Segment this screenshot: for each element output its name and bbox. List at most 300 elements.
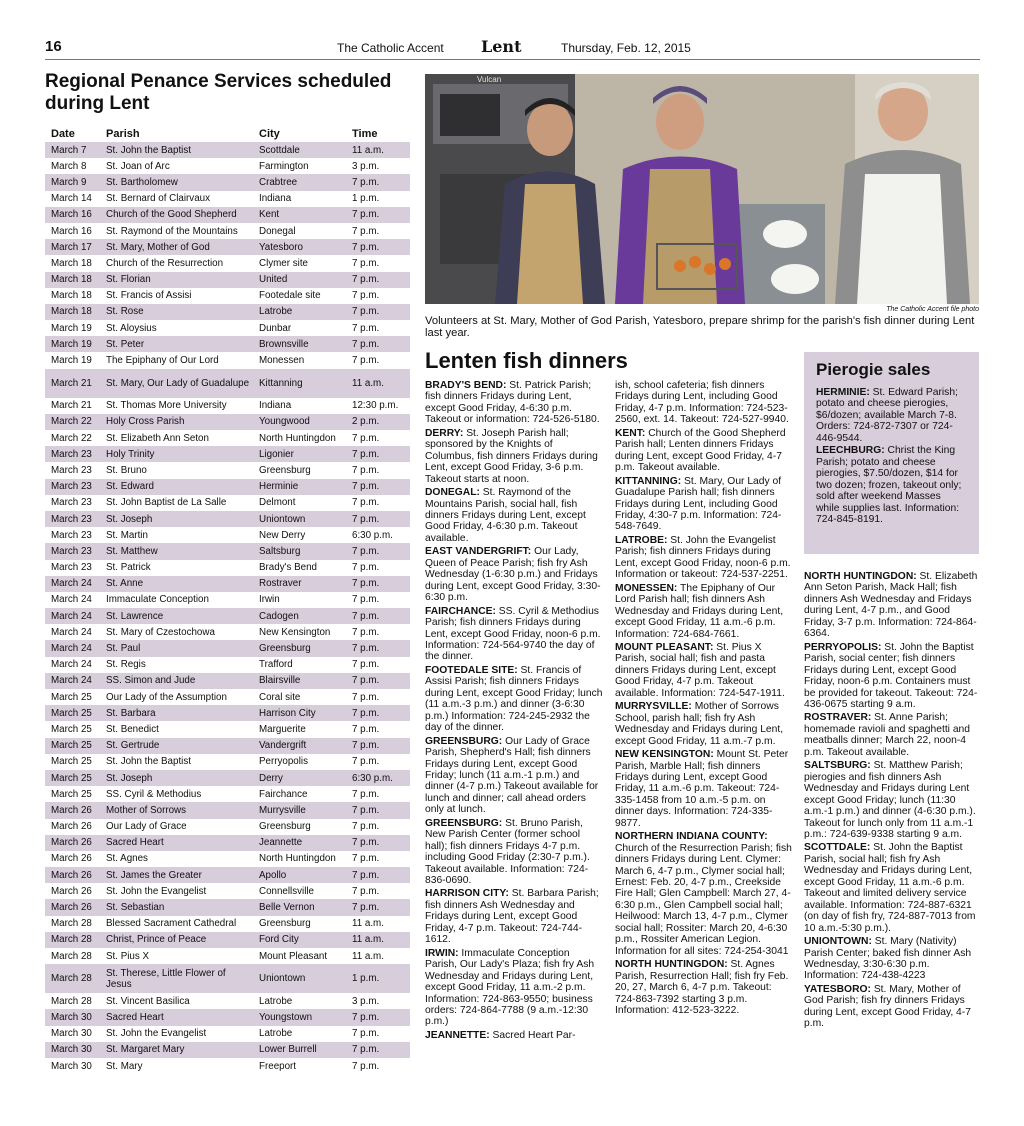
date-cell: March 22 (45, 414, 100, 430)
listing-entry (816, 445, 967, 525)
listing-entry (804, 571, 980, 640)
parish-cell: St. Mary of Czestochowa (106, 626, 215, 638)
city-cell: Scottdale (253, 142, 346, 158)
city-cell: Clymer site (259, 257, 308, 269)
listing-entry (425, 736, 603, 816)
table-row (45, 430, 410, 446)
listing-entry (425, 888, 603, 945)
time-cell: 7 p.m. (352, 853, 380, 865)
time-cell: 7 p.m. (346, 738, 410, 754)
time-cell: 7 p.m. (346, 174, 410, 190)
time-cell: 7 p.m. (346, 576, 410, 592)
listing-text: St. John the Evangelist Parish; fish dinners Fridays during Lent, except Good Friday, noon-6 p.m. Information or takeout: 724-537-2251. (615, 534, 791, 581)
listing-text: Mother of Sorrows School, parish hall; fish fry Ash Wednesday and Fridays during Lent, except Good Friday, 11 a.m.-7 p.m. (615, 701, 784, 747)
parish-cell: St. Raymond of the Mountains (106, 225, 238, 237)
parish-cell: St. Anne (100, 576, 253, 592)
table-row (45, 142, 410, 158)
date-cell: March 22 (51, 432, 92, 444)
parish-cell: St. Mary, Mother of God (100, 239, 253, 255)
listing-entry (615, 535, 793, 581)
listing-text: St. Patrick Parish; fish dinners Fridays during Lent, except Good Friday, 4-6:30 p.m. Takeout or information: 724-526-5180. (425, 380, 600, 426)
city-cell: Lower Burrell (253, 1042, 346, 1058)
table-row (45, 255, 410, 271)
parish-cell: St. Mary (106, 1060, 143, 1072)
listing-place: KITTANNING: (615, 475, 682, 487)
listing-place: FAIRCHANCE: (425, 605, 496, 617)
city-cell: North Huntingdon (259, 432, 336, 444)
date-cell: March 24 (45, 673, 100, 689)
listing-place: BRADY'S BEND: (425, 380, 507, 391)
time-cell: 11 a.m. (352, 918, 384, 930)
city-cell: Kittanning (253, 369, 346, 398)
city-cell: Fairchance (259, 788, 308, 800)
parish-cell: St. John the Baptist (106, 756, 191, 768)
date-cell: March 21 (45, 369, 100, 398)
city-cell: Youngstown (253, 1009, 346, 1025)
city-cell: Latrobe (259, 1028, 293, 1040)
date-cell: March 26 (45, 802, 100, 818)
listing-entry (425, 665, 603, 734)
date-cell: March 26 (45, 835, 100, 851)
date-cell: March 24 (45, 640, 100, 656)
date-cell: March 23 (45, 511, 100, 527)
time-cell: 7 p.m. (346, 239, 410, 255)
listing-text: St. Barbara Parish; fish dinners Ash Wednesday and Fridays during Lent, except Good Friday, 4-7 p.m. Takeout: 724-744-1612. (425, 888, 599, 946)
date-cell: March 25 (45, 770, 100, 786)
listing-entry (615, 428, 793, 474)
table-row (45, 802, 410, 818)
listing-place: GREENSBURG: (425, 817, 503, 829)
parish-cell: St. Edward (100, 479, 253, 495)
parish-cell: St. Regis (106, 659, 146, 671)
date-cell: March 30 (45, 1009, 100, 1025)
table-row (45, 511, 410, 527)
listing-place: NEW KENSINGTON: (615, 749, 714, 761)
date-cell: March 25 (45, 738, 100, 754)
table-row (45, 462, 410, 478)
listing-text: St. John the Baptist Parish, social center; fish dinners Fridays during Lent, except Good Friday, noon-6 p.m. Containers must be provided for takeout. Takeout: 724-436-0675 starting 9 a.m. (804, 641, 978, 710)
listing-place: MONESSEN: (615, 582, 678, 594)
date-cell: March 26 (45, 867, 100, 883)
city-cell: Latrobe (253, 304, 346, 320)
date-cell: March 18 (45, 304, 100, 320)
table-row (45, 272, 410, 288)
oven-label: Vulcan (477, 75, 502, 84)
listing-text: St. Mary (Nativity) Parish Center; baked fish dinner Ash Wednesday, 3:30-6:30 p.m. Information: 724-438-4223 (804, 936, 972, 982)
time-cell: 7 p.m. (346, 673, 410, 689)
table-row (45, 673, 410, 689)
time-cell: 7 p.m. (346, 1009, 410, 1025)
time-cell: 3 p.m. (352, 995, 380, 1007)
parish-cell: St. Peter (100, 336, 253, 352)
date-cell: March 24 (45, 576, 100, 592)
table-row (45, 336, 410, 352)
parish-cell: St. Barbara (100, 705, 253, 721)
city-cell: Uniontown (253, 964, 346, 993)
fish-dinners-column-1 (425, 380, 603, 1043)
listing-place: GREENSBURG: (425, 735, 503, 747)
date-cell: March 18 (51, 257, 92, 269)
fish-dinners-column-3 (804, 571, 980, 1032)
listing-entry (804, 760, 980, 840)
table-row (45, 560, 410, 576)
city-cell: Ligonier (253, 446, 346, 462)
parish-cell: Christ, Prince of Peace (100, 932, 253, 948)
date-cell: March 23 (51, 464, 92, 476)
column-header: Parish (106, 127, 140, 140)
date-cell: March 28 (45, 964, 100, 993)
city-cell: Greensburg (259, 464, 311, 476)
date-cell: March 18 (51, 290, 92, 302)
time-cell: 7 p.m. (352, 756, 380, 768)
city-cell: Indiana (259, 400, 292, 412)
city-cell: Monessen (259, 355, 305, 367)
listing-place: LATROBE: (615, 534, 668, 546)
listing-entry (615, 749, 793, 829)
parish-cell: Our Lady of the Assumption (106, 691, 227, 703)
date-cell: March 25 (51, 691, 92, 703)
listing-text: St. Pius X Parish, social hall; fish and pasta dinners Fridays during Lent, except Good Friday, 4-7 p.m. Takeout available. Information: 724-547-1911. (615, 641, 785, 699)
volunteers-photo (425, 74, 979, 304)
listing-text: Our Lady of Grace Parish, Shepherd's Hall; fish dinners Fridays during Lent, except Good Friday; lunch (11 a.m.-1 p.m.) and dinner (4-7 p.m.) Takeout available for lunch and dinner; call ahead orders only at lunch. (425, 735, 599, 816)
parish-cell: Sacred Heart (100, 835, 253, 851)
table-row (45, 592, 410, 608)
photo-caption: Volunteers at St. Mary, Mother of God Parish, Yatesboro, prepare shrimp for the parish's fish dinner during Lent last year. (425, 315, 975, 339)
issue-date: Thursday, Feb. 12, 2015 (561, 41, 691, 55)
date-cell: March 25 (51, 756, 92, 768)
table-row (45, 819, 410, 835)
city-cell: Greensburg (253, 640, 346, 656)
listing-place: SALTSBURG: (804, 760, 871, 772)
table-row (45, 191, 410, 207)
time-cell: 7 p.m. (346, 608, 410, 624)
parish-cell: St. Bruno (106, 464, 147, 476)
parish-cell: St. Rose (100, 304, 253, 320)
time-cell: 7 p.m. (352, 1028, 380, 1040)
parish-cell: St. Bartholomew (100, 174, 253, 190)
parish-cell: St. Martin (106, 529, 148, 541)
time-cell: 7 p.m. (352, 322, 380, 334)
time-cell: 7 p.m. (352, 659, 380, 671)
listing-entry (615, 831, 793, 957)
listing-place: HARRISON CITY: (425, 888, 509, 900)
date-cell: March 24 (51, 659, 92, 671)
listing-entry (425, 1030, 603, 1041)
time-cell: 12:30 p.m. (352, 400, 399, 412)
parish-cell: Immaculate Conception (106, 594, 209, 606)
city-cell: Farmington (259, 160, 309, 172)
parish-cell: Blessed Sacrament Cathedral (106, 918, 237, 930)
city-cell: Yatesboro (253, 239, 346, 255)
time-cell: 7 p.m. (346, 867, 410, 883)
table-header-row (45, 125, 410, 142)
pierogie-sales-body (816, 387, 967, 525)
listing-text: St. John the Baptist Parish, social hall; fish fry Ash Wednesday and Fridays during Lent, except Good Friday, 11 a.m.-6 p.m. Takeout and limited delivery service available. Information: 724-887-6321 (on day of fish fry, 724-887-7013 from 10 a.m.-5:30 p.m.). (804, 842, 976, 934)
city-cell: Connellsville (259, 885, 314, 897)
city-cell: Vandergrift (253, 738, 346, 754)
table-row (45, 786, 410, 802)
time-cell: 7 p.m. (352, 225, 380, 237)
parish-cell: Holy Trinity (100, 446, 253, 462)
table-row (45, 932, 410, 948)
listing-place: PERRYOPOLIS: (804, 641, 882, 653)
city-cell: Freeport (259, 1060, 297, 1072)
time-cell: 7 p.m. (352, 594, 380, 606)
date-cell: March 23 (51, 497, 92, 509)
publication-name: The Catholic Accent (337, 41, 444, 55)
date-cell: March 23 (51, 562, 92, 574)
listing-place: DERRY: (425, 427, 464, 439)
time-cell: 7 p.m. (346, 835, 410, 851)
date-cell: March 30 (45, 1042, 100, 1058)
table-row (45, 398, 410, 414)
listing-place: KENT: (615, 427, 646, 439)
city-cell: Murrysville (253, 802, 346, 818)
time-cell: 7 p.m. (352, 562, 380, 574)
city-cell: Greensburg (259, 918, 311, 930)
date-cell: March 8 (51, 160, 87, 172)
date-cell: March 25 (51, 723, 92, 735)
table-row (45, 576, 410, 592)
parish-cell: St. Thomas More University (106, 400, 227, 412)
listing-place: EAST VANDERGRIFT: (425, 546, 532, 558)
date-cell: March 25 (45, 705, 100, 721)
parish-cell: St. Patrick (106, 562, 151, 574)
date-cell: March 19 (51, 322, 92, 334)
date-cell: March 23 (51, 529, 92, 541)
listing-text: The Epiphany of Our Lord Parish hall; fish dinners Ash Wednesday and Fridays during Lent, except Good Friday, 11 a.m.-6 p.m. Information: 724-684-7661. (615, 582, 784, 640)
listing-entry (804, 984, 980, 1030)
time-cell: 11 a.m. (346, 932, 410, 948)
parish-cell: St. Lawrence (100, 608, 253, 624)
table-row (45, 223, 410, 239)
listing-text: St. Matthew Parish; pierogies and fish dinners Ash Wednesday and Fridays during Lent except Good Friday; lunch (11:30 a.m.-1 p.m.) and dinner (4-6:30 p.m.). Takeout for lunch only from 11 a.m.-1 p.m.: 724-639-9338 starting 9 a.m. (804, 760, 976, 840)
listing-text: St. Edward Parish; potato and cheese pierogies, $6/dozen; available March 7-8. Orders: 724-872-7307 or 724-446-9544. (816, 387, 958, 444)
time-cell: 7 p.m. (346, 479, 410, 495)
city-cell: Coral site (259, 691, 301, 703)
date-cell: March 28 (45, 932, 100, 948)
listing-text: St. Mary, Mother of God Parish; fish fry dinners Fridays during Lent, except Good Friday, 4-7 p.m. (804, 983, 971, 1030)
parish-cell: St. Bernard of Clairvaux (106, 193, 211, 205)
date-cell: March 24 (51, 594, 92, 606)
listing-text: ish, school cafeteria; fish dinners Fridays during Lent, including Good Friday, 4-7 p.m. Information: 724-523-2560, ext. 14. Takeout: 724-527-9940. (615, 380, 789, 426)
date-cell: March 16 (51, 225, 92, 237)
date-cell: March 30 (51, 1060, 92, 1072)
parish-cell: St. Joseph (100, 511, 253, 527)
listing-text: St. Agnes Parish, Resurrection Hall; fish fry Feb. 20, 27, March 6, 4-7 p.m. Takeout: 724-863-7392 starting 3 p.m. Information: 412-523-3222. (615, 959, 789, 1017)
listing-place: NORTH HUNTINGDON: (804, 571, 917, 582)
parish-cell: St. Gertrude (100, 738, 253, 754)
time-cell: 7 p.m. (346, 899, 410, 915)
listing-entry (804, 712, 980, 758)
table-row (45, 899, 410, 915)
table-row (45, 479, 410, 495)
parish-cell: St. Francis of Assisi (106, 290, 192, 302)
city-cell: Harrison City (253, 705, 346, 721)
parish-cell: St. Elizabeth Ann Seton (106, 432, 209, 444)
listing-place: JEANNETTE: (425, 1029, 490, 1041)
city-cell: Marguerite (259, 723, 306, 735)
time-cell: 6:30 p.m. (346, 770, 410, 786)
table-row (45, 1042, 410, 1058)
table-row (45, 721, 410, 737)
city-cell: Trafford (259, 659, 293, 671)
page-number: 16 (45, 38, 62, 55)
listing-text: St. Joseph Parish hall; sponsored by the Knights of Columbus, fish dinners Fridays during Lent, except Good Friday, 3-6 p.m. Takeout starts at noon. (425, 427, 598, 485)
city-cell: Latrobe (259, 995, 293, 1007)
listing-text: St. Raymond of the Mountains Parish, social hall, fish dinners Fridays during Lent, except Good Friday, 4-6:30 p.m. Takeout available. (425, 487, 586, 544)
date-cell: March 26 (51, 853, 92, 865)
date-cell: March 23 (45, 446, 100, 462)
time-cell: 7 p.m. (346, 1042, 410, 1058)
date-cell: March 28 (51, 950, 92, 962)
table-row (45, 288, 410, 304)
date-cell: March 26 (51, 821, 92, 833)
city-cell: Crabtree (253, 174, 346, 190)
table-row (45, 446, 410, 462)
city-cell: Cadogen (253, 608, 346, 624)
city-cell: Herminie (253, 479, 346, 495)
city-cell: North Huntingdon (259, 853, 336, 865)
table-row (45, 640, 410, 656)
time-cell: 7 p.m. (352, 1060, 380, 1072)
listing-text: Christ the King Parish; potato and cheese pierogies, $7.50/dozen, $14 for two dozen; frozen, takeout only; sold after weekend Masses while supplies last. Information: 724-845-8191. (816, 445, 962, 525)
date-cell: March 30 (51, 1028, 92, 1040)
time-cell: 3 p.m. (352, 160, 380, 172)
listing-entry (615, 380, 793, 426)
listing-text: St. Mary, Our Lady of Guadalupe Parish hall; fish dinners Fridays during Lent, including Good Friday, 4:30-7 p.m. Information: 724-548-7649. (615, 475, 782, 533)
fish-dinners-title: Lenten fish dinners (425, 348, 628, 373)
parish-cell: St. Joan of Arc (106, 160, 170, 172)
parish-cell: St. Benedict (106, 723, 159, 735)
listing-entry (615, 701, 793, 747)
listing-entry (615, 476, 793, 533)
parish-cell: St. Joseph (100, 770, 253, 786)
parish-cell: St. Pius X (106, 950, 150, 962)
city-cell: Perryopolis (259, 756, 309, 768)
listing-entry (425, 428, 603, 485)
table-row (45, 993, 410, 1009)
table-row (45, 964, 410, 993)
table-row (45, 851, 410, 867)
city-cell: New Kensington (259, 626, 331, 638)
pierogie-sales-title: Pierogie sales (816, 360, 931, 379)
city-cell: Donegal (259, 225, 296, 237)
listing-place: ROSTRAVER: (804, 712, 872, 724)
date-cell: March 23 (45, 479, 100, 495)
listing-text: Church of the Resurrection Parish; fish dinners Fridays during Lent. Clymer: March 6, 4-7 p.m., Clymer social hall; Ernest: Feb. 20, 4-7 p.m., Creekside Fire Hall; Glen Campbell: March 27, 4-6:30 p.m., Glen Campbell social hall; Heilwood: March 13, 4-7 p.m., Clymer social hall; Rossiter: March 20, 4-6:30 p.m., Rossiter American Legion. Information for all sites: 724-254-3041 (615, 842, 792, 957)
table-row (45, 527, 410, 543)
table-row (45, 705, 410, 721)
table-row (45, 754, 410, 770)
time-cell: 11 a.m. (352, 950, 384, 962)
listing-place: DONEGAL: (425, 487, 480, 499)
table-row (45, 352, 410, 368)
listing-entry (804, 642, 980, 711)
table-row (45, 948, 410, 964)
section-name: Lent (481, 37, 522, 56)
date-cell: March 23 (45, 543, 100, 559)
table-row (45, 624, 410, 640)
listing-place: HERMINIE: (816, 387, 870, 398)
time-cell: 7 p.m. (352, 257, 380, 269)
column-header: Time (352, 127, 378, 140)
city-cell: Delmont (259, 497, 296, 509)
date-cell: March 18 (45, 272, 100, 288)
parish-cell: The Epiphany of Our Lord (106, 355, 219, 367)
date-cell: March 17 (45, 239, 100, 255)
date-cell: March 28 (51, 995, 92, 1007)
listing-text: St. Anne Parish; homemade ravioli and spaghetti and meatballs dinner; March 22, noon-4 p.m. Takeout available. (804, 712, 971, 758)
time-cell: 7 p.m. (346, 272, 410, 288)
time-cell: 7 p.m. (352, 355, 380, 367)
time-cell: 1 p.m. (346, 964, 410, 993)
table-row (45, 304, 410, 320)
listing-entry (816, 387, 967, 444)
time-cell: 7 p.m. (352, 497, 380, 509)
schedule-title: Regional Penance Services scheduled during Lent (45, 71, 392, 114)
parish-cell: St. John the Baptist (100, 142, 253, 158)
city-cell: Ford City (253, 932, 346, 948)
listing-place: MURRYSVILLE: (615, 701, 692, 713)
parish-cell: St. Agnes (106, 853, 148, 865)
listing-place: SCOTTDALE: (804, 842, 871, 854)
table-row (45, 608, 410, 624)
column-header: City (259, 127, 280, 140)
date-cell: March 16 (45, 207, 100, 223)
table-row (45, 916, 410, 932)
parish-cell: St. Matthew (100, 543, 253, 559)
parish-cell: St. Vincent Basilica (106, 995, 190, 1007)
listing-entry (425, 818, 603, 887)
city-cell: New Derry (259, 529, 306, 541)
listing-entry (425, 948, 603, 1028)
date-cell: March 9 (45, 174, 100, 190)
parish-cell: Church of the Good Shepherd (100, 207, 253, 223)
time-cell: 7 p.m. (346, 336, 410, 352)
fish-dinners-column-2 (615, 380, 793, 1018)
listing-text: St. Bruno Parish, New Parish Center (former school hall); fish dinners Fridays 4-7 p.m. including Good Friday (2:30-7 p.m.). Takeout available. Information: 724-836-0690. (425, 817, 590, 887)
parish-cell: Church of the Resurrection (106, 257, 224, 269)
table-row (45, 883, 410, 899)
listing-place: MOUNT PLEASANT: (615, 641, 714, 653)
parish-cell: St. Margaret Mary (100, 1042, 253, 1058)
listing-entry (804, 936, 980, 982)
parish-cell: St. Therese, Little Flower of Jesus (100, 964, 253, 993)
listing-place: IRWIN: (425, 947, 459, 959)
city-cell: Apollo (253, 867, 346, 883)
time-cell: 7 p.m. (346, 511, 410, 527)
city-cell: Derry (253, 770, 346, 786)
listing-entry (615, 959, 793, 1016)
date-cell: March 25 (51, 788, 92, 800)
time-cell: 11 a.m. (346, 142, 410, 158)
time-cell: 7 p.m. (352, 290, 380, 302)
parish-cell: St. Florian (100, 272, 253, 288)
city-cell: Blairsville (253, 673, 346, 689)
city-cell: Footedale site (259, 290, 321, 302)
table-row (45, 1058, 410, 1074)
parish-cell: St. Mary, Our Lady of Guadalupe (100, 369, 253, 398)
date-cell: March 24 (51, 626, 92, 638)
table-row (45, 770, 410, 786)
table-row (45, 1009, 410, 1025)
listing-text: Sacred Heart Par- (489, 1029, 576, 1041)
date-cell: March 19 (51, 355, 92, 367)
city-cell: Youngwood (253, 414, 346, 430)
time-cell: 1 p.m. (352, 193, 380, 205)
city-cell: Brady's Bend (259, 562, 317, 574)
